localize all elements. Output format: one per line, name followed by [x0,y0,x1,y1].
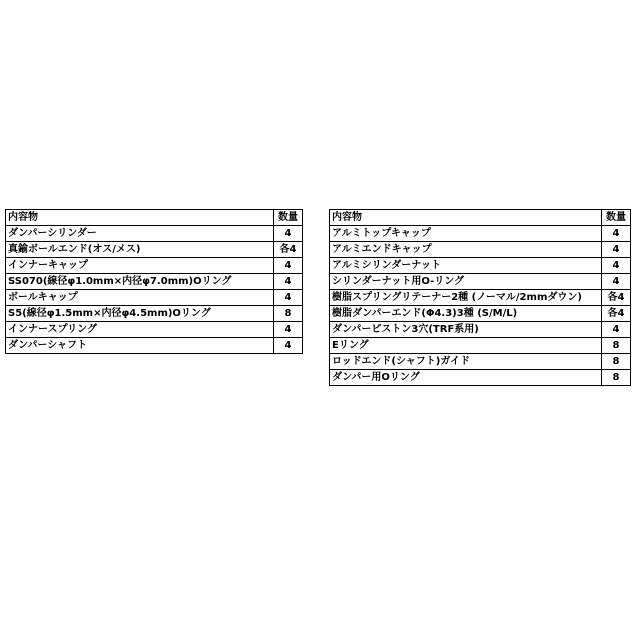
qty-cell: 4 [274,338,303,354]
qty-cell: 4 [274,290,303,306]
table-row [6,290,303,306]
item-cell: ダンパーピストン3穴(TRF系用) [330,322,602,338]
table-row [6,338,303,354]
item-cell: 真鍮ボールエンド(オス/メス) [6,242,274,258]
item-cell: Eリング [330,338,602,354]
table-row [6,274,303,290]
item-cell: S5(線径φ1.5mm×内径φ4.5mm)Oリング [6,306,274,322]
item-cell: シリンダーナット用O-リング [330,274,602,290]
table-header-row [330,210,631,226]
qty-cell: 4 [274,226,303,242]
table-header-row [6,210,303,226]
item-cell: SS070(線径φ1.0mm×内径φ7.0mm)Oリング [6,274,274,290]
item-cell: インナースプリング [6,322,274,338]
item-cell: アルミトップキャップ [330,226,602,242]
qty-cell: 各4 [602,290,631,306]
qty-cell: 4 [602,242,631,258]
table-row [330,290,631,306]
table-row [330,258,631,274]
table-row [6,242,303,258]
header-qty-cell: 数量 [602,210,631,226]
item-cell: インナーキャップ [6,258,274,274]
qty-cell: 8 [602,338,631,354]
table-row [330,226,631,242]
qty-cell: 4 [602,258,631,274]
table-row [330,322,631,338]
table-row [6,306,303,322]
item-cell: アルミシリンダーナット [330,258,602,274]
qty-cell: 8 [602,370,631,386]
header-item-cell: 内容物 [330,210,602,226]
qty-cell: 4 [274,322,303,338]
item-cell: 樹脂ダンパーエンド(Φ4.3)3種 (S/M/L) [330,306,602,322]
table-row [330,274,631,290]
table-row [6,226,303,242]
qty-cell: 4 [274,274,303,290]
qty-cell: 各4 [274,242,303,258]
contents-table-left-body [6,210,303,354]
qty-cell: 4 [602,226,631,242]
item-cell: ダンパーシリンダー [6,226,274,242]
item-cell: ダンパーシャフト [6,338,274,354]
qty-cell: 4 [602,322,631,338]
qty-cell: 4 [602,274,631,290]
qty-cell: 8 [274,306,303,322]
item-cell: ボールキャップ [6,290,274,306]
item-cell: アルミエンドキャップ [330,242,602,258]
contents-table-right-body [330,210,631,386]
header-qty-cell: 数量 [274,210,303,226]
table-row [330,338,631,354]
table-row [330,306,631,322]
item-cell: ロッドエンド(シャフト)ガイド [330,354,602,370]
item-cell: 樹脂スプリングリテーナー2種 (ノーマル/2mmダウン) [330,290,602,306]
table-row [330,242,631,258]
qty-cell: 各4 [602,306,631,322]
item-cell: ダンパー用Oリング [330,370,602,386]
table-row [6,258,303,274]
contents-table-left [5,209,303,354]
qty-cell: 4 [274,258,303,274]
header-item-cell: 内容物 [6,210,274,226]
qty-cell: 8 [602,354,631,370]
contents-table-right [329,209,631,386]
table-row [6,322,303,338]
table-row [330,370,631,386]
table-row [330,354,631,370]
